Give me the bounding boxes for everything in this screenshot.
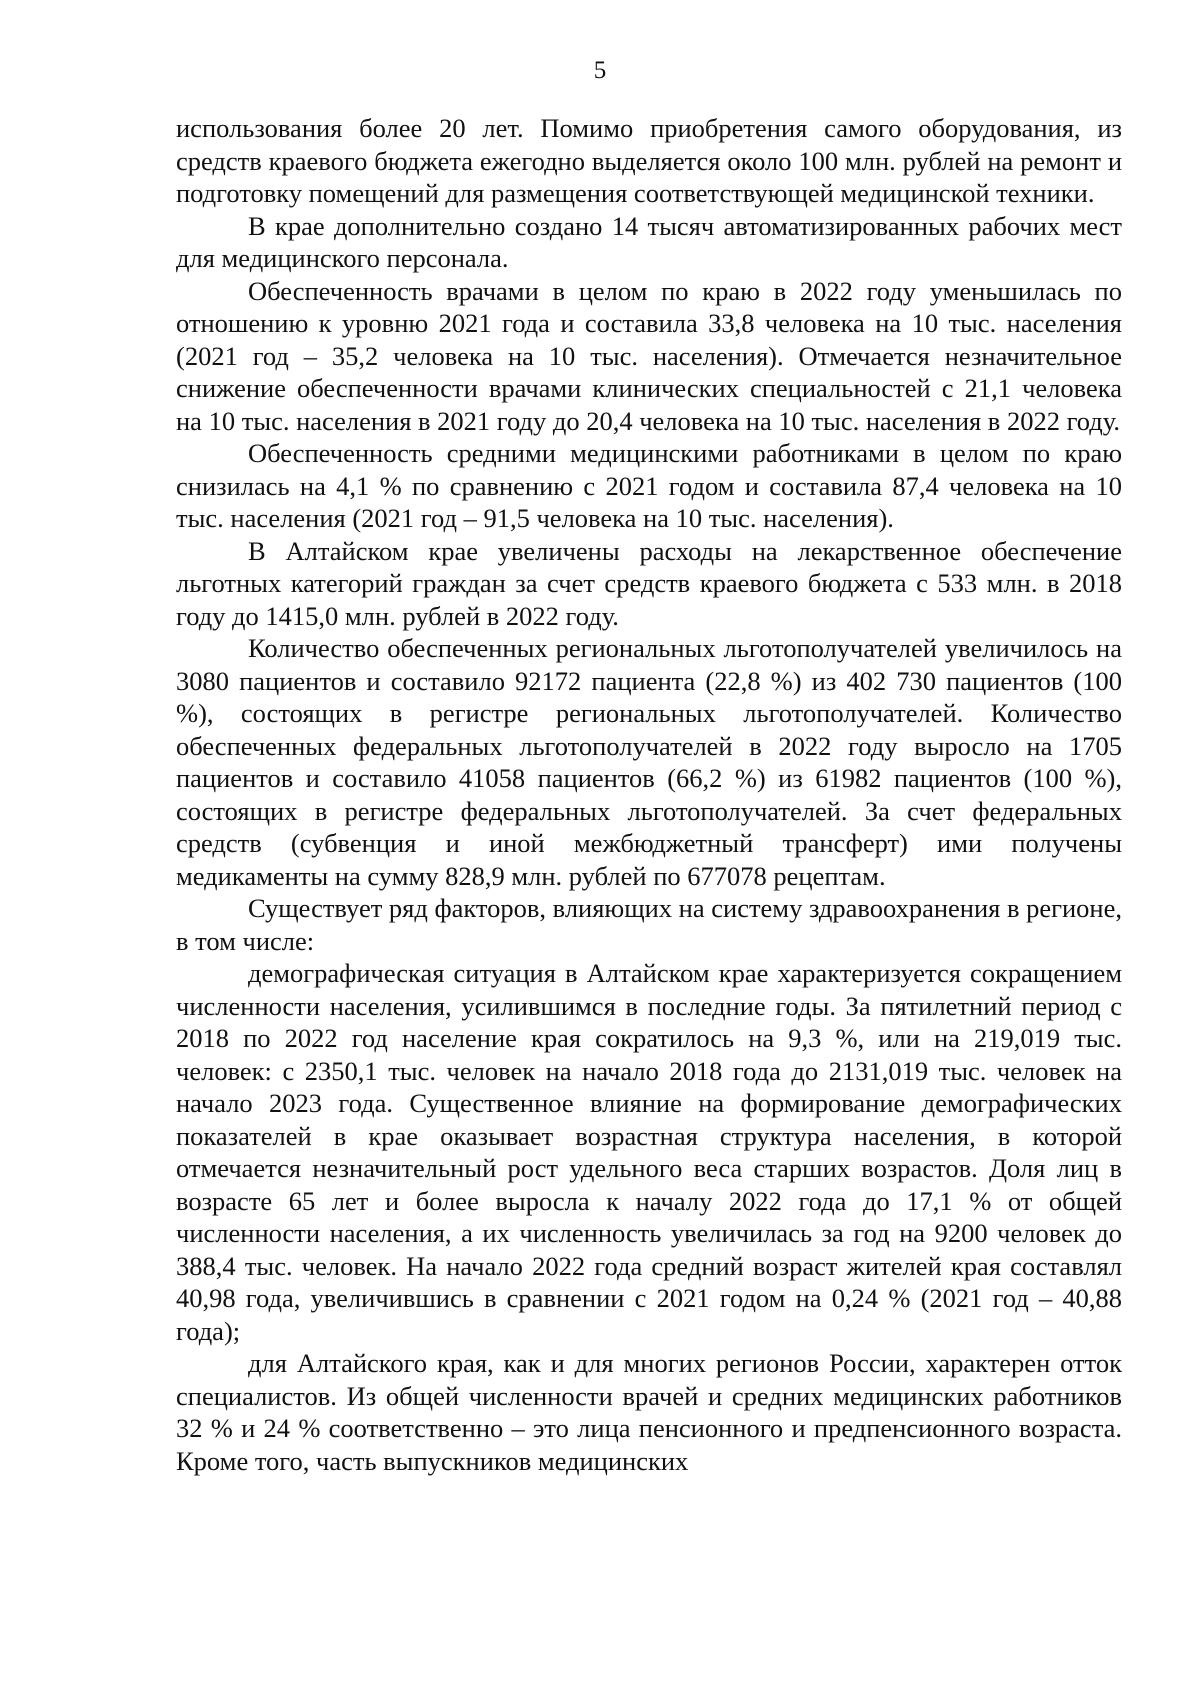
paragraph-staff-outflow: для Алтайского края, как и для многих регионов России, характерен отток специалистов. Из общей численности врачей и средних медицинских работников 32 % и 24 % соответственно – это лица пенсионного и предпенсионного возраста. Кроме того, часть выпускников медицинских [176,1348,1122,1476]
document-body [176,112,1122,1477]
paragraph-workstations: В крае дополнительно создано 14 тысяч автоматизированных рабочих мест для медицинского персонала. [176,210,1122,273]
paragraph-doctor-staffing: Обеспеченность врачами в целом по краю в 2022 году уменьшилась по отношению к уровню 2021 года и составила 33,8 человека на 10 тыс. населения (2021 год – 35,2 человека на 10 тыс. населения). Отмечается незначительное снижение обеспеченности врачами клинических специальностей с 21,1 человека на 10 тыс. населения в 2021 году до 20,4 человека на 10 тыс. населения в 2022 году. [176,275,1122,436]
paragraph-factors-intro: Существует ряд факторов, влияющих на систему здравоохранения в регионе, в том числе: [176,893,1122,956]
paragraph-equipment-funding: использования более 20 лет. Помимо приобретения самого оборудования, из средств краевого бюджета ежегодно выделяется около 100 млн. рублей на ремонт и подготовку помещений для размещения соответствующей медицинской техники. [176,113,1122,208]
paragraph-drug-expenses: В Алтайском крае увеличены расходы на лекарственное обеспечение льготных категорий граждан за счет средств краевого бюджета с 533 млн. в 2018 году до 1415,0 млн. рублей в 2022 году. [176,535,1122,631]
paragraph-nurse-staffing: Обеспеченность средними медицинскими работниками в целом по краю снизилась на 4,1 % по сравнению с 2021 годом и составила 87,4 человека на 10 тыс. населения (2021 год – 91,5 человека на 10 тыс. населения). [176,438,1122,533]
page-number: 5 [593,57,607,84]
paragraph-beneficiaries: Количество обеспеченных региональных льготополучателей увеличилось на 3080 пациентов и составило 92172 пациента (22,8 %) из 402 730 пациентов (100 %), состоящих в регистре региональных льготополучателей. Количество обеспеченных федеральных льготополучателей в 2022 году выросло на 1705 пациентов и составило 41058 пациентов (66,2 %) из 61982 пациентов (100 %), состоящих в регистре федеральных льготополучателей. За счет федеральных средств (субвенция и иной межбюджетный трансферт) ими получены медикаменты на сумму 828,9 млн. рублей по 677078 рецептам. [176,633,1122,891]
paragraph-demography: демографическая ситуация в Алтайском крае характеризуется сокращением численности населения, усилившимся в последние годы. За пятилетний период с 2018 по 2022 год население края сократилось на 9,3 %, или на 219,019 тыс. человек: с 2350,1 тыс. человек на начало 2018 года до 2131,019 тыс. человек на начало 2023 года. Существенное влияние на формирование демографических показателей в крае оказывает возрастная структура населения, в которой отмечается незначительный рост удельного веса старших возрастов. Доля лиц в возрасте 65 лет и более выросла к началу 2022 года до 17,1 % от общей численности населения, а их численность увеличилась за год на 9200 человек до 388,4 тыс. человек. На начало 2022 года средний возраст жителей края составлял 40,98 года, увеличившись в сравнении с 2021 годом на 0,24 % (2021 год – 40,88 года); [176,958,1122,1346]
